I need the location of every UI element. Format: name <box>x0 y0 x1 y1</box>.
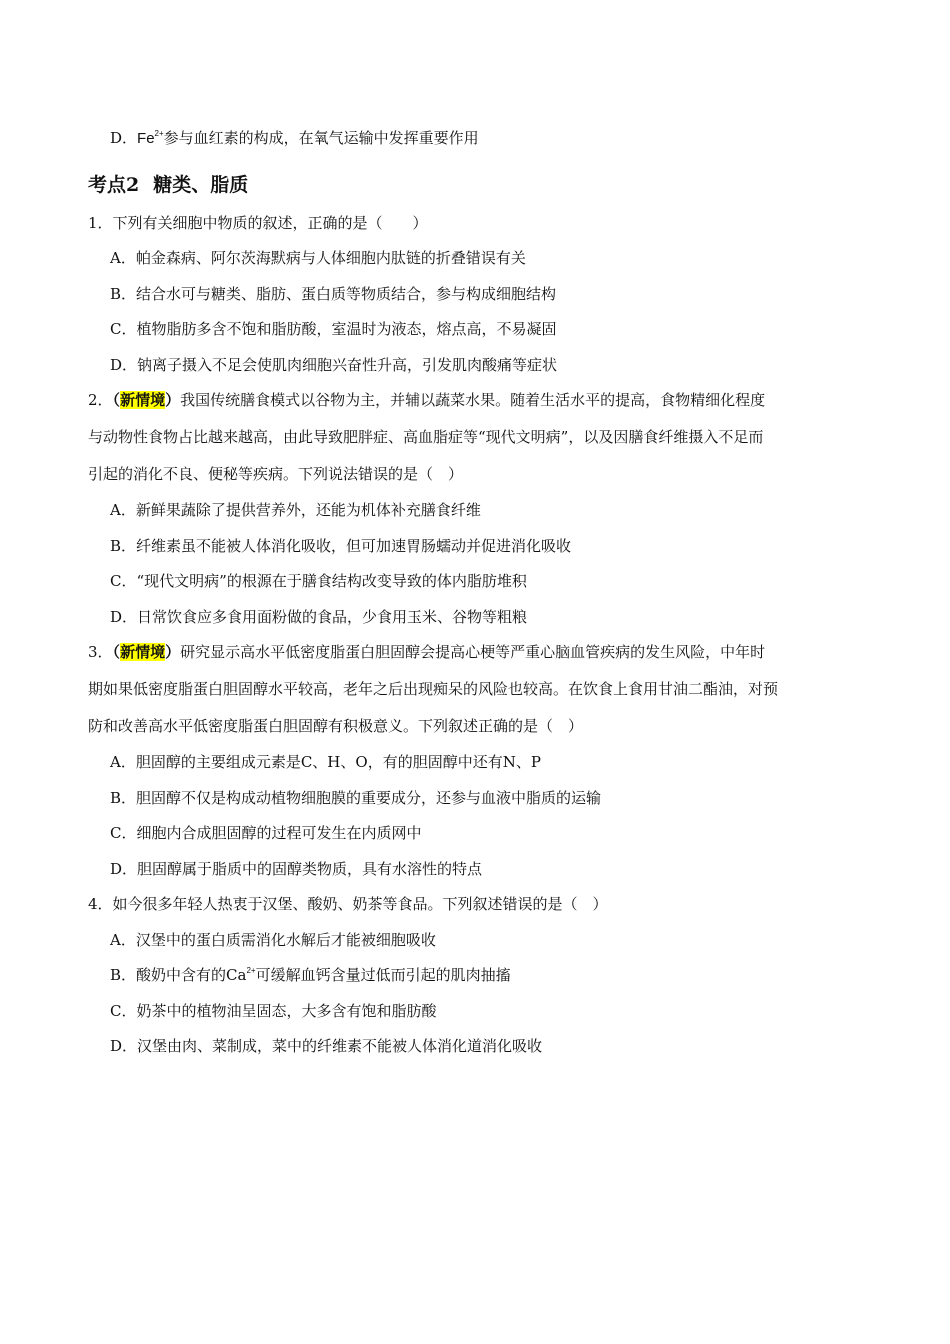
ion-charge: 2+ <box>246 966 256 975</box>
section-title: 糖类、脂质 <box>153 174 249 196</box>
question-3-stem-line-2: 期如果低密度脂蛋白胆固醇水平较高，老年之后出现痴呆的风险也较高。在饮食上食用甘油二酯油，对预 <box>88 680 779 698</box>
question-2-stem-line-3: 引起的消化不良、便秘等疾病。下列说法错误的是（ ） <box>88 465 464 483</box>
question-1-option-c: C．植物脂肪多含不饱和脂肪酸，室温时为液态，熔点高，不易凝固 <box>110 320 557 338</box>
question-number: 3． <box>88 643 113 661</box>
question-2-stem-line-1 <box>88 390 765 410</box>
question-1-option-d: D．钠离子摄入不足会使肌肉细胞兴奋性升高，引发肌肉酸痛等症状 <box>110 356 558 374</box>
stem-text: 研究显示高水平低密度脂蛋白胆固醇会提高心梗等严重心脑血管疾病的发生风险，中年时 <box>180 643 766 661</box>
ion-charge: 2+ <box>154 129 164 138</box>
option-letter: D． <box>110 129 138 147</box>
prev-question-option-d <box>110 128 479 149</box>
question-4-option-c: C．奶茶中的植物油呈固态，大多含有饱和脂肪酸 <box>110 1002 437 1020</box>
section-heading <box>88 173 248 197</box>
question-1-option-a: A．帕金森病、阿尔茨海默病与人体细胞内肽链的折叠错误有关 <box>110 249 526 267</box>
stem-text: 我国传统膳食模式以谷物为主，并辅以蔬菜水果。随着生活水平的提高，食物精细化程度 <box>180 391 766 409</box>
question-1-stem: 1．下列有关细胞中物质的叙述，正确的是（ ） <box>88 214 428 232</box>
question-1-option-b: B．结合水可与糖类、脂肪、蛋白质等物质结合，参与构成细胞结构 <box>110 285 557 303</box>
question-4-option-d: D．汉堡由肉、菜制成，菜中的纤维素不能被人体消化道消化吸收 <box>110 1037 543 1055</box>
section-number: 考点2 <box>88 174 140 196</box>
question-2-option-a: A．新鲜果蔬除了提供营养外，还能为机体补充膳食纤维 <box>110 501 481 519</box>
question-3-option-c: C．细胞内合成胆固醇的过程可发生在内质网中 <box>110 824 422 842</box>
question-3-option-d: D．胆固醇属于脂质中的固醇类物质，具有水溶性的特点 <box>110 860 483 878</box>
question-2-option-c: C．“现代文明病”的根源在于膳食结构改变导致的体内脂肪堆积 <box>110 572 527 590</box>
question-number: 2． <box>88 391 113 409</box>
new-context-tag: （新情境） <box>112 643 181 661</box>
iron-ion-symbol: Fe <box>137 130 155 147</box>
question-4-option-a: A．汉堡中的蛋白质需消化水解后才能被细胞吸收 <box>110 931 436 949</box>
option-text: 参与血红素的构成，在氧气运输中发挥重要作用 <box>163 129 479 147</box>
question-3-stem-line-3: 防和改善高水平低密度脂蛋白胆固醇有积极意义。下列叙述正确的是（ ） <box>88 717 584 735</box>
question-2-option-b: B．纤维素虽不能被人体消化吸收，但可加速胃肠蠕动并促进消化吸收 <box>110 537 572 555</box>
question-4-stem: 4．如今很多年轻人热衷于汉堡、酸奶、奶茶等食品。下列叙述错误的是（ ） <box>88 895 608 913</box>
question-4-option-b <box>110 965 511 985</box>
question-3-option-a: A．胆固醇的主要组成元素是C、H、O，有的胆固醇中还有N、P <box>110 753 541 771</box>
new-context-tag: （新情境） <box>112 391 181 409</box>
tag-highlight: 新情境 <box>120 391 166 409</box>
option-text-pre: B．酸奶中含有的Ca <box>110 966 247 984</box>
question-2-stem-line-2: 与动物性食物占比越来越高，由此导致肥胖症、高血脂症等“现代文明病”，以及因膳食纤维摄入不足而 <box>88 428 764 446</box>
tag-highlight: 新情境 <box>120 643 166 661</box>
option-text-post: 可缓解血钙含量过低而引起的肌肉抽搐 <box>255 966 511 984</box>
question-2-option-d: D．日常饮食应多食用面粉做的食品，少食用玉米、谷物等粗粮 <box>110 608 528 626</box>
question-3-stem-line-1 <box>88 642 765 662</box>
question-3-option-b: B．胆固醇不仅是构成动植物细胞膜的重要成分，还参与血液中脂质的运输 <box>110 789 602 807</box>
